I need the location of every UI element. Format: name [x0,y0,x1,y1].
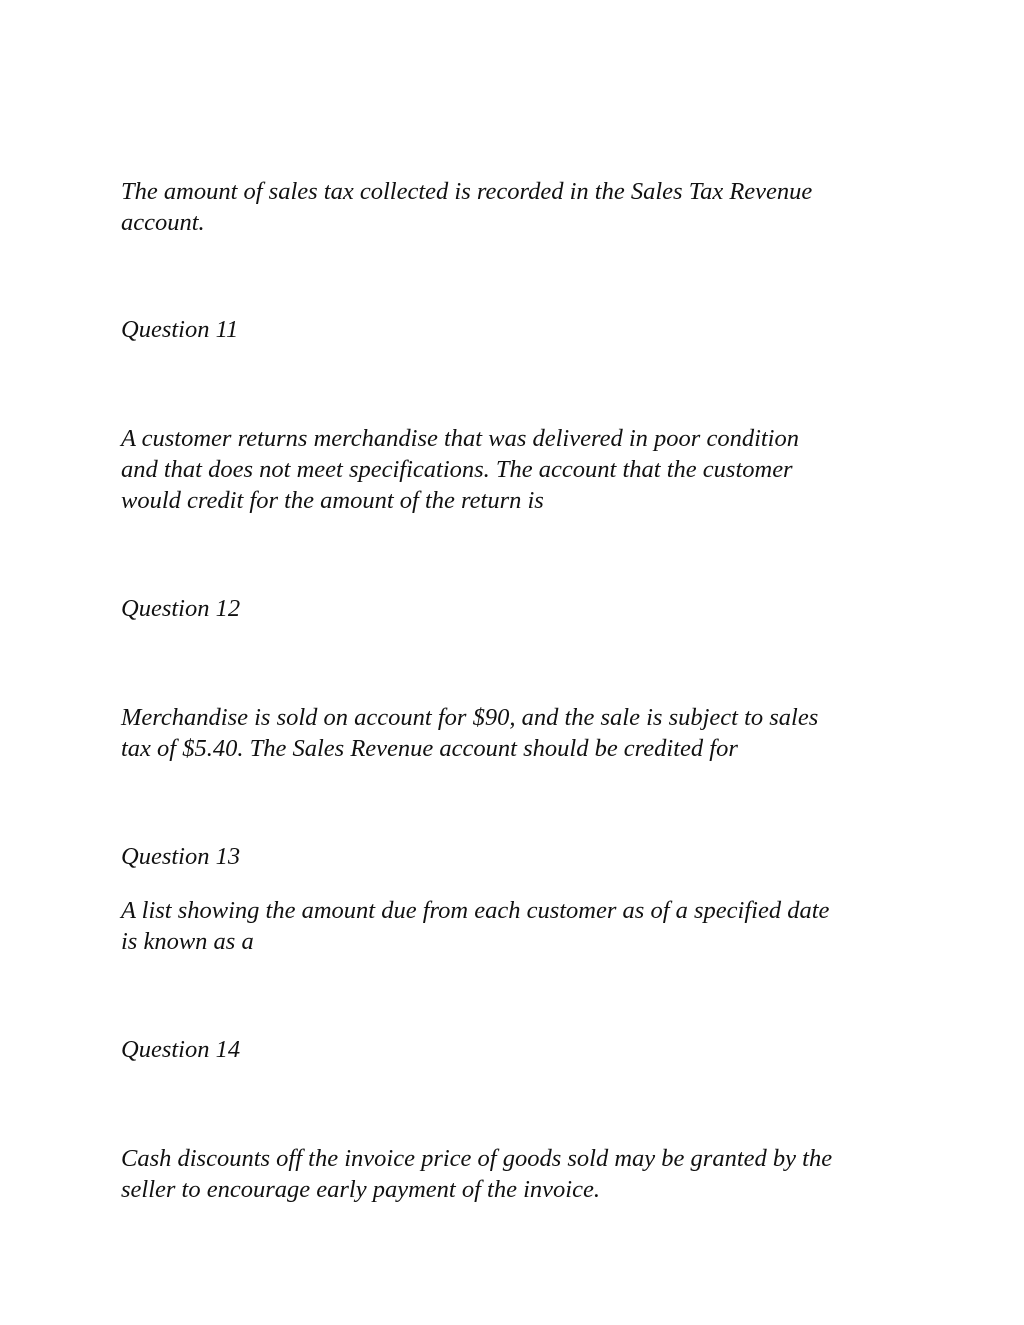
question-13-text [121,895,911,957]
question-heading-text: Question 11 [121,316,239,343]
question-13-heading [121,841,911,872]
text-line: Cash discounts off the invoice price of goods sold may be granted by the [121,1145,833,1172]
text-line: A customer returns merchandise that was delivered in poor condition [121,425,799,452]
statement-paragraph [121,176,911,238]
question-12-text [121,702,911,764]
text-line: Merchandise is sold on account for $90, and the sale is subject to sales [121,704,819,731]
text-line: account. [121,209,205,236]
question-11-heading [121,314,911,345]
text-line: A list showing the amount due from each customer as of a specified date [121,897,830,924]
question-14-text [121,1143,911,1205]
question-14-heading [121,1034,911,1065]
text-line: is known as a [121,928,254,955]
question-heading-text: Question 13 [121,843,241,870]
text-line: seller to encourage early payment of the invoice. [121,1176,600,1203]
question-12-heading [121,593,911,624]
text-line: The amount of sales tax collected is recorded in the Sales Tax Revenue [121,178,813,205]
question-heading-text: Question 12 [121,595,241,622]
question-11-text [121,423,911,516]
text-line: tax of $5.40. The Sales Revenue account should be credited for [121,735,738,762]
text-line: would credit for the amount of the return is [121,487,544,514]
question-heading-text: Question 14 [121,1036,241,1063]
text-line: and that does not meet specifications. The account that the customer [121,456,793,483]
